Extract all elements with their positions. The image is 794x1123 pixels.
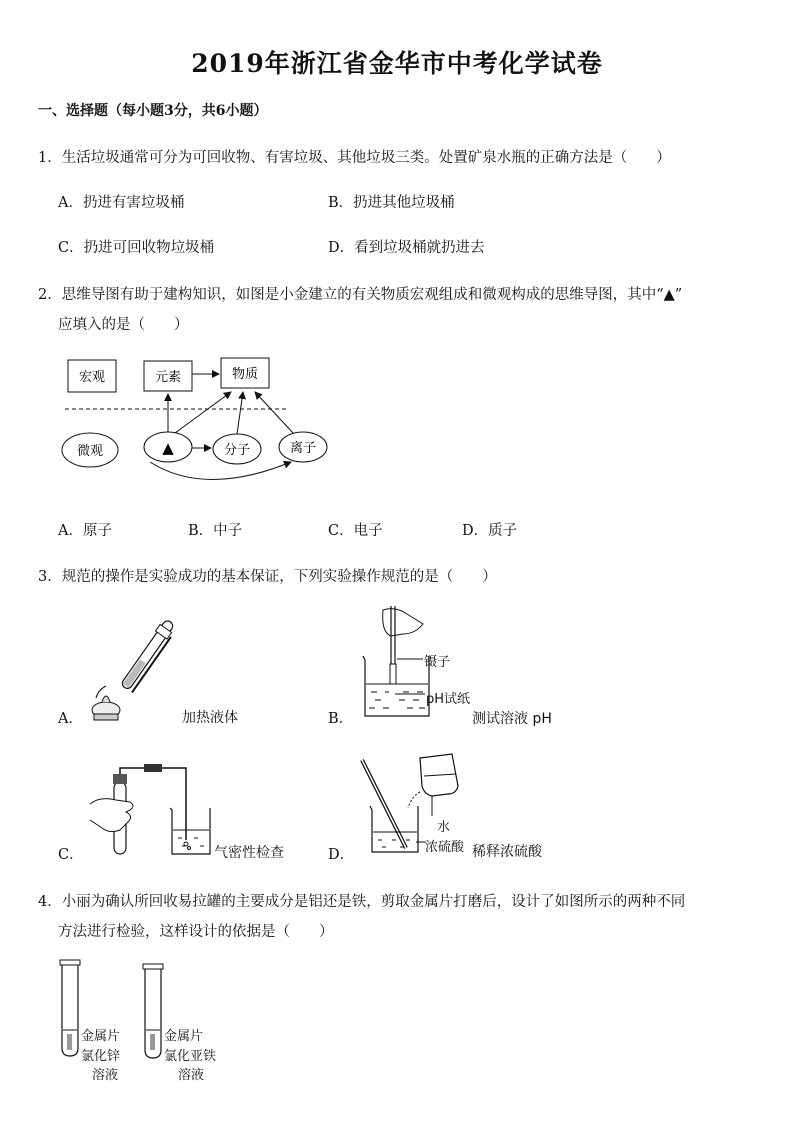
question-2-stem-line-2: 应填入的是（ ）	[58, 317, 189, 333]
mind-map-diagram	[55, 352, 345, 502]
option-a-caption: 加热液体	[182, 710, 238, 726]
triangle-mark: ▲	[162, 439, 174, 457]
question-3-option-c-letter[interactable]: C．	[58, 847, 84, 863]
micro-label: 微观	[76, 444, 104, 459]
ion-label: 离子	[289, 441, 317, 456]
option-c-caption: 气密性检查	[214, 845, 284, 861]
conc-acid-label: 浓硫酸	[425, 840, 465, 855]
question-3-stem: 3．规范的操作是实验成功的基本保证，下列实验操作规范的是（ ）	[38, 569, 497, 585]
airtightness-check-illustration	[86, 760, 216, 860]
molecule-label: 分子	[223, 443, 251, 458]
question-2-option-a[interactable]: A．原子	[58, 523, 112, 539]
question-1-option-c[interactable]: C．扔进可回收物垃圾桶	[58, 240, 215, 256]
tube-1-metal-label: 金属片	[81, 1029, 121, 1044]
section-heading: 一、选择题（每小题3分，共6小题）	[38, 103, 268, 119]
question-3-option-b-letter[interactable]: B．	[328, 711, 354, 727]
option-d-caption: 稀释浓硫酸	[472, 844, 542, 860]
page-title: 2019年浙江省金华市中考化学试卷	[191, 49, 603, 78]
heating-liquid-illustration	[88, 620, 188, 725]
question-3-option-a-letter[interactable]: A．	[58, 711, 83, 727]
question-1-option-d[interactable]: D．看到垃圾桶就扔进去	[328, 240, 485, 256]
question-3-option-d-letter[interactable]: D．	[328, 847, 355, 863]
option-b-caption: 测试溶液 pH	[472, 711, 552, 727]
tube-2-solution-label: 氯化亚铁	[164, 1049, 217, 1064]
question-4-stem-line-1: 4．小丽为确认所回收易拉罐的主要成分是铝还是铁，剪取金属片打磨后，设计了如图所示的两种不同	[38, 894, 686, 910]
water-label: 水	[437, 820, 451, 835]
tube-1-solution-label-2: 溶液	[92, 1068, 119, 1083]
question-2-option-d[interactable]: D．质子	[462, 523, 518, 539]
element-label: 元素	[154, 370, 182, 385]
tweezers-label: 镊子	[424, 655, 451, 670]
question-4-stem-line-2: 方法进行检验，这样设计的依据是（ ）	[58, 924, 334, 940]
question-2-option-c[interactable]: C．电子	[328, 523, 383, 539]
macro-label: 宏观	[78, 370, 106, 385]
tube-1-solution-label: 氯化锌	[81, 1049, 121, 1064]
question-1-option-b[interactable]: B．扔进其他垃圾桶	[328, 195, 455, 211]
question-1-option-a[interactable]: A．扔进有害垃圾桶	[58, 195, 185, 211]
question-2-stem-line-1: 2．思维导图有助于建构知识，如图是小金建立的有关物质宏观组成和微观构成的思维导图，其中“▲”	[38, 287, 683, 303]
ph-paper-label: pH试纸	[426, 692, 471, 707]
question-2-option-b[interactable]: B．中子	[188, 523, 243, 539]
question-1-stem: 1．生活垃圾通常可分为可回收物、有害垃圾、其他垃圾三类。处置矿泉水瓶的正确方法是（ ）	[38, 150, 671, 166]
tube-2-solution-label-2: 溶液	[178, 1068, 205, 1083]
substance-label: 物质	[231, 367, 259, 382]
tube-2-metal-label: 金属片	[164, 1029, 204, 1044]
